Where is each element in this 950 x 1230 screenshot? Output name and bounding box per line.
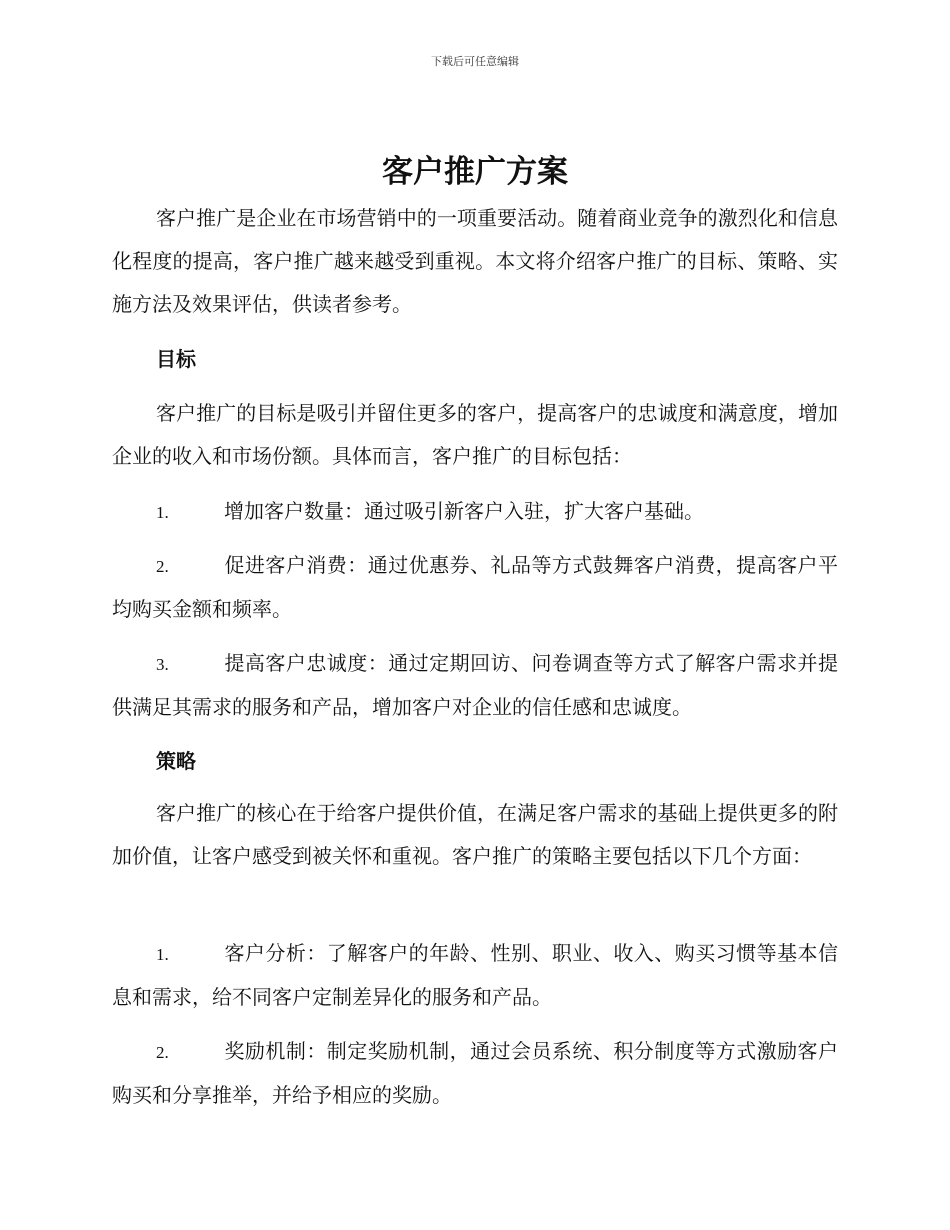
list-item-text: 促进客户消费：通过优惠券、礼品等方式鼓舞客户消费，提高客户平均购买金额和频率。 xyxy=(112,553,838,621)
section-heading-strategy: 策略 xyxy=(156,749,196,773)
list-item-text: 客户分析：了解客户的年龄、性别、职业、收入、购买习惯等基本信息和需求，给不同客户定制差异化的服务和产品。 xyxy=(112,941,838,1009)
goal-list-item-1 xyxy=(112,490,838,534)
list-number: 1. xyxy=(156,503,169,522)
list-number: 2. xyxy=(156,1043,169,1062)
goals-paragraph: 客户推广的目标是吸引并留住更多的客户，提高客户的忠诚度和满意度，增加企业的收入和市场份额。具体而言，客户推广的目标包括： xyxy=(112,401,838,468)
list-item-text: 提高客户忠诚度：通过定期回访、问卷调查等方式了解客户需求并提供满足其需求的服务和产品，增加客户对企业的信任感和忠诚度。 xyxy=(112,651,838,719)
strategy-paragraph: 客户推广的核心在于给客户提供价值，在满足客户需求的基础上提供更多的附加价值，让客户感受到被关怀和重视。客户推广的策略主要包括以下几个方面： xyxy=(112,801,838,868)
list-item-text: 奖励机制：制定奖励机制，通过会员系统、积分制度等方式激励客户购买和分享推举，并给予相应的奖励。 xyxy=(112,1039,838,1107)
page-header-note: 下载后可任意编辑 xyxy=(431,55,519,68)
document-title: 客户推广方案 xyxy=(382,154,568,190)
strategy-list-item-2 xyxy=(112,1030,838,1117)
list-item-text: 增加客户数量：通过吸引新客户入驻，扩大客户基础。 xyxy=(224,499,704,523)
list-number: 1. xyxy=(156,945,169,964)
goal-list-item-3 xyxy=(112,642,838,729)
intro-paragraph: 客户推广是企业在市场营销中的一项重要活动。随着商业竞争的激烈化和信息化程度的提高，客户推广越来越受到重视。本文将介绍客户推广的目标、策略、实施方法及效果评估，供读者参考。 xyxy=(112,206,838,316)
strategy-list-item-1 xyxy=(112,932,838,1019)
section-heading-goals: 目标 xyxy=(156,347,196,371)
goal-list-item-2 xyxy=(112,544,838,631)
list-number: 2. xyxy=(156,557,169,576)
list-number: 3. xyxy=(156,655,169,674)
